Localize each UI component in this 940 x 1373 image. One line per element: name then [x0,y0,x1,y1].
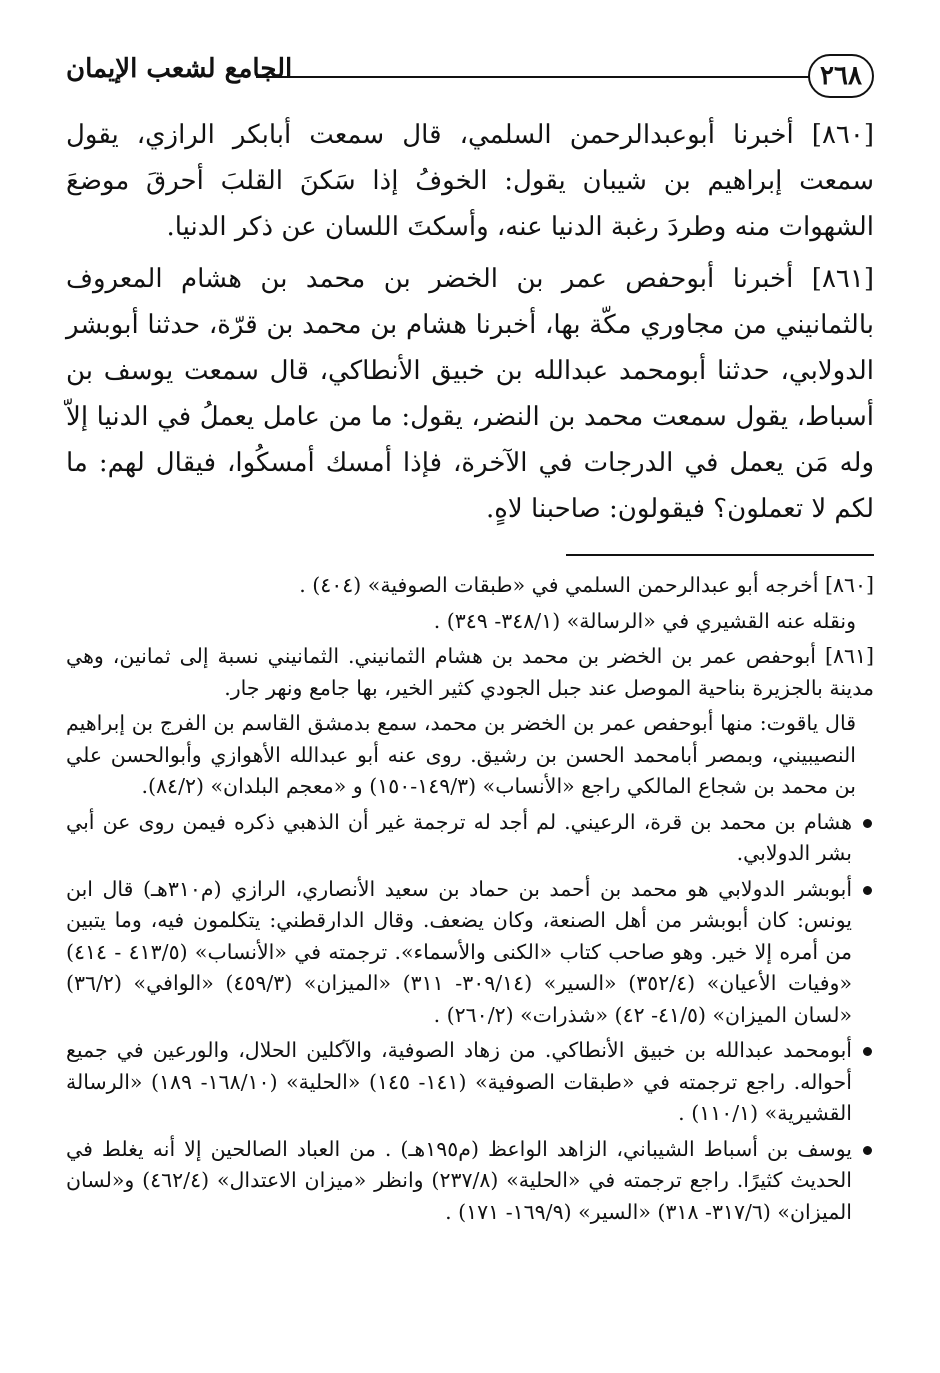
footnote-860-continuation: ونقله عنه القشيري في «الرسالة» (٣٤٨/١- ٣٤٩) . [433,608,856,633]
footnote-bullet-yusuf [66,1134,874,1229]
bullet-icon [863,886,872,895]
footnote-bullet-text: أبومحمد عبدالله بن خبيق الأنطاكي. من زهاد الصوفية، والآكلين الحلال، والورعين في جميع أحواله. راجع ترجمته في «طبقات الصوفية» (١٤١- ١٤٥) «الحلية» (١٦٨/١٠- ١٨٩) «الرسالة القشيرية» (١١٠/١) . [66,1038,852,1125]
footnote-bullet-text: أبوبشر الدولابي هو محمد بن أحمد بن حماد بن سعيد الأنصاري، الرازي (م٣١٠هـ) قال ابن يونس: كان أبوبشر من أهل الصنعة، وكان يضعف. وقال الدارقطني: يتكلمون فيه، وما يتبين من أمره إلا خير. وهو صاحب كتاب «الكنى والأسماء». ترجمته في «الأنساب» (٤١٣/٥ - ٤١٤) «وفيات الأعيان» (٣٥٢/٤) «السير» (٣٠٩/١٤- ٣١١) «الميزان» (٤٥٩/٣) «الوافي» (٣٦/٢) «لسان الميزان» (٤١/٥- ٤٢) «شذرات» (٢٦٠/٢) . [66,876,853,1027]
paragraph-860: [٨٦٠] أخبرنا أبوعبدالرحمن السلمي، قال سمعت أبابكر الرازي، يقول سمعت إبراهيم بن شيبان يقول: الخوفُ إذا سَكنَ القلبَ أحرقَ موضعَ الشهوات منه وطردَ رغبة الدنيا عنه، وأسكتَ اللسان عن ذكر الدنيا. [66,120,874,242]
bullet-icon [863,819,872,828]
footnotes [66,570,874,1228]
main-text [66,112,874,532]
page [66,40,874,1333]
page-number: ٢٦٨ [808,54,874,98]
footnote-divider [566,554,874,556]
bullet-icon [863,1146,872,1155]
footnote-yaqut-quote: قال ياقوت: منها أبوحفص عمر بن الخضر بن محمد، سمع بدمشق القاسم بن الفرج بن إبراهيم النصيبيني، وبمصر أبامحمد الحسن بن رشيق. روى عنه أبو عبدالله الأهوازي وأبوالحسن علي بن محمد بن شجاع المالكي راجع «الأنساب» (١٤٩/٣-١٥٠) و «معجم البلدان» (٨٤/٢). [66,711,856,798]
header-rule [256,76,810,78]
footnote-bullet-khubayq [66,1035,874,1130]
footnote-bullet-text: هشام بن محمد بن قرة، الرعيني. لم أجد له ترجمة غير أن الذهبي ذكره فيمن روى عن أبي بشر الدولابي. [66,809,852,865]
bullet-icon [863,1047,872,1056]
paragraph-861: [٨٦١] أخبرنا أبوحفص عمر بن الخضر بن محمد بن هشام المعروف بالثمانيني من مجاوري مكّة بها، أخبرنا هشام بن محمد بن قرّة، حدثنا أبوبشر الدولابي، حدثنا أبومحمد عبدالله بن خبيق الأنطاكي، قال سمعت يوسف بن أسباط، يقول سمعت محمد بن النضر، يقول: ما من عامل يعملُ في الدنيا إلاّ وله مَن يعمل في الدرجات في الآخرة، فإذا أمسك أمسكُوا، فيقال لهم: ما لكم لا تعملون؟ فيقولون: صاحبنا لاهٍ. [66,264,874,524]
book-title: الجامع لشعب الإيمان [66,54,293,84]
footnote-bullet-dulabi [66,874,874,1032]
page-header [66,40,874,102]
footnote-860: [٨٦٠] أخرجه أبو عبدالرحمن السلمي في «طبقات الصوفية» (٤٠٤) . [299,573,874,597]
footnote-bullet-hisham [66,807,874,870]
footnote-bullet-text: يوسف بن أسباط الشيباني، الزاهد الواعظ (م١٩٥هـ) . من العباد الصالحين إلا أنه يغلط في الحديث كثيرًا. راجع ترجمته في «الحلية» (٢٣٧/٨) وانظر «ميزان الاعتدال» (٤٦٢/٤) و«لسان الميزان» (٣١٧/٦- ٣١٨) «السير» (١٦٩/٩- ١٧١) . [66,1136,853,1224]
footnote-861: [٨٦١] أبوحفص عمر بن الخضر بن محمد بن هشام الثمانيني. الثمانيني نسبة إلى ثمانين، وهي مدينة بالجزيرة بناحية الموصل عند جبل الجودي كثير الخير، بها جامع ونهر جار. [66,644,874,700]
